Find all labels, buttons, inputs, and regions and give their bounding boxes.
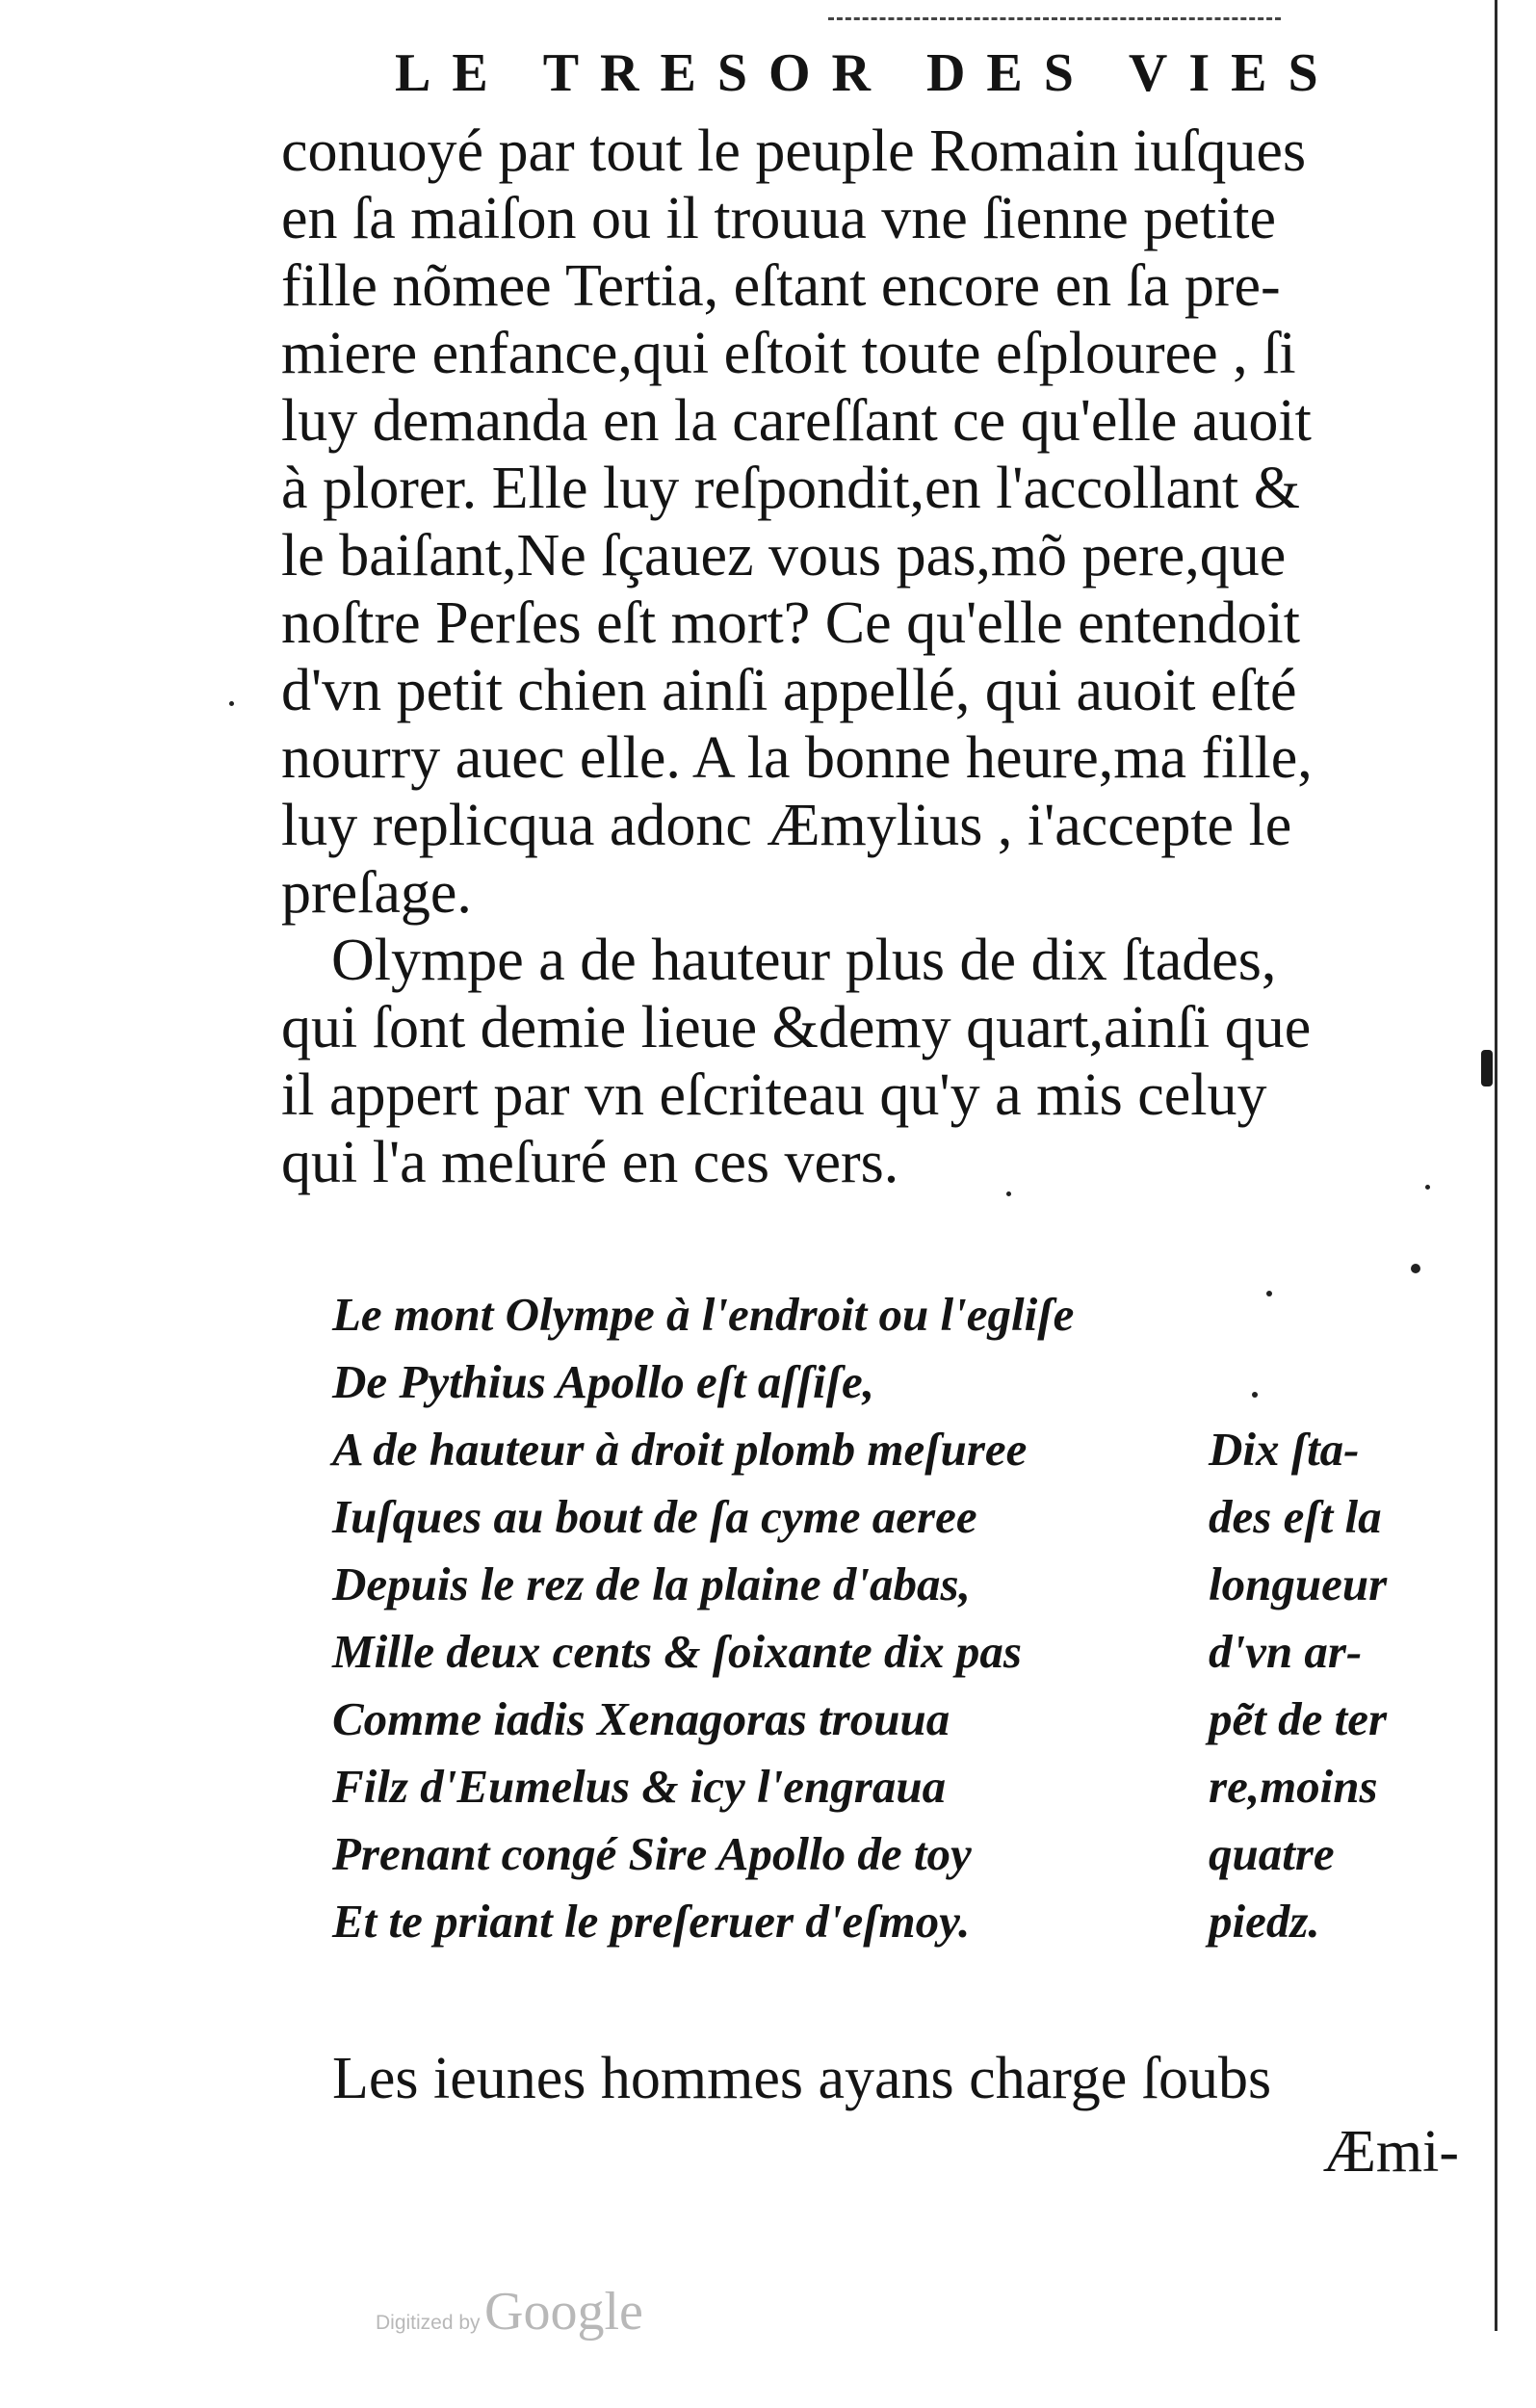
verse-line: Prenant congé Sire Apollo de toy <box>332 1827 972 1880</box>
running-head: LE TRESOR DES VIES <box>395 43 1340 103</box>
verse-line: Et te priant le preſeruer d'eſmoy. <box>332 1895 971 1948</box>
final-text <box>332 2042 1459 2188</box>
body-line: conuoyé par tout le peuple Romain iuſques <box>281 118 1307 184</box>
body-line: luy demanda en la careſſant ce qu'elle auoit <box>281 388 1312 454</box>
body-line: fille nõmee Tertia, eſtant encore en ſa pre- <box>281 253 1281 319</box>
verse-line: Depuis le rez de la plaine d'abas, <box>332 1557 971 1610</box>
ink-speck <box>1411 1264 1420 1273</box>
verse-line: Iuſques au bout de ſa cyme aeree <box>332 1490 977 1543</box>
ink-speck <box>1266 1291 1272 1296</box>
margin-note-line: des eſt la <box>1209 1490 1382 1543</box>
body-line: preſage. <box>281 860 472 926</box>
body-line: d'vn petit chien ainſi appellé, qui auoit eſté <box>281 658 1297 723</box>
body-line: en ſa maiſon ou il trouua vne ſienne petite <box>281 186 1277 251</box>
body-line: qui l'a meſuré en ces vers. <box>281 1130 899 1195</box>
margin-note-line: re,moins <box>1209 1760 1378 1813</box>
digitized-watermark <box>376 2281 643 2343</box>
margin-note-line: Dix ſta- <box>1209 1423 1360 1476</box>
margin-note-line: pẽt de ter <box>1209 1692 1388 1745</box>
ink-speck <box>1425 1185 1430 1190</box>
paragraph-start-line: Olympe a de hauteur plus de dix ſtades, <box>331 928 1277 993</box>
body-line: Les ieunes hommes ayans charge ſoubs <box>332 2046 1272 2111</box>
google-logo: Google <box>484 2282 643 2342</box>
body-line: le baiſant,Ne ſçauez vous pas,mõ pere,que <box>281 523 1287 589</box>
body-line: qui ſont demie lieue &demy quart,ainſi que <box>281 995 1312 1060</box>
body-line: à plorer. Elle luy reſpondit,en l'accollant & <box>281 456 1300 521</box>
gutter-ink-mark <box>1481 1050 1493 1086</box>
verse-line: Filz d'Eumelus & icy l'engraua <box>332 1760 947 1813</box>
body-text <box>281 118 1466 1196</box>
margin-note <box>1209 1416 1459 1955</box>
body-line: noſtre Perſes eſt mort? Ce qu'elle entendoit <box>281 590 1300 656</box>
body-line: miere enfance,qui eſtoit toute eſplouree , ſi <box>281 321 1296 386</box>
body-line: nourry auec elle. A la bonne heure,ma fille, <box>281 725 1313 791</box>
ink-speck <box>1252 1392 1258 1398</box>
body-line: il appert par vn eſcriteau qu'y a mis celuy <box>281 1062 1267 1128</box>
body-line: luy replicqua adonc Æmylius , i'accepte le <box>281 793 1292 858</box>
verse-line: Comme iadis Xenagoras trouua <box>332 1692 950 1745</box>
margin-note-line: quatre <box>1209 1827 1335 1880</box>
margin-note-line: longueur <box>1209 1557 1388 1610</box>
ink-speck <box>1006 1191 1011 1196</box>
ink-speck <box>229 701 234 706</box>
margin-note-line: piedz. <box>1209 1895 1320 1948</box>
verse-block <box>332 1281 1199 1955</box>
verse-line: Le mont Olympe à l'endroit ou l'egliſe <box>332 1288 1075 1341</box>
watermark-prefix: Digitized by <box>376 2312 481 2334</box>
verse-line: A de hauteur à droit plomb meſuree <box>332 1423 1028 1476</box>
page-gutter-edge <box>1495 0 1497 2331</box>
margin-note-line: d'vn ar- <box>1209 1625 1363 1678</box>
catchword: Æmi- <box>1322 2119 1459 2185</box>
top-edge-marks <box>828 17 1281 26</box>
verse-line: De Pythius Apollo eſt aſſiſe, <box>332 1355 874 1408</box>
verse-line: Mille deux cents & ſoixante dix pas <box>332 1625 1022 1678</box>
